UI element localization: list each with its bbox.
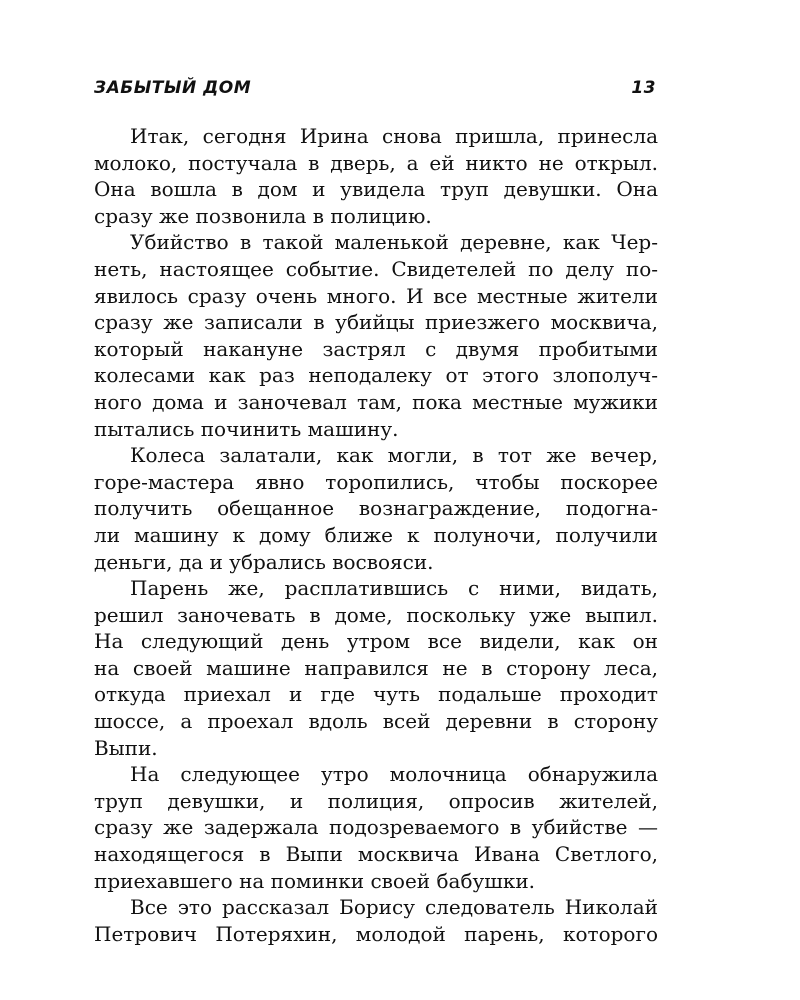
chapter-title: ЗАБЫТЫЙ ДОМ — [94, 78, 252, 98]
page-number: 13 — [631, 78, 656, 98]
text-line: труп девушки, и полиция, опросив жителей, — [94, 788, 658, 813]
text-line: Колеса залатали, как могли, в тот же вечер, — [130, 443, 658, 468]
text-line: деньги, да и убрались восвояси. — [94, 549, 434, 574]
text-line: сразу же задержала подозреваемого в убийстве — — [94, 815, 658, 840]
text-line: решил заночевать в доме, поскольку уже выпил. — [94, 602, 658, 627]
text-line: явилось сразу очень много. И все местные жители — [94, 283, 658, 308]
text-line: Все это рассказал Борису следователь Николай — [130, 895, 658, 920]
text-line: Итак, сегодня Ирина снова пришла, принесла — [130, 124, 658, 148]
text-line: который накануне застрял с двумя пробитыми — [94, 336, 658, 361]
text-line: Петрович Потеряхин, молодой парень, которого — [94, 921, 658, 946]
text-line: Убийство в такой маленькой деревне, как Чер- — [130, 230, 658, 255]
text-line: находящегося в Выпи москвича Ивана Светлого, — [94, 842, 658, 867]
text-line: откуда приехал и где чуть подальше проходит — [94, 682, 658, 707]
text-line: на своей машине направился не в сторону леса, — [94, 655, 658, 680]
text-line: ли машину к дому ближе к полуночи, получили — [94, 522, 658, 547]
text-line: сразу же записали в убийцы приезжего москвича, — [94, 310, 658, 335]
text-line: получить обещанное вознаграждение, подогна- — [94, 496, 658, 521]
body-text — [94, 123, 658, 947]
text-line: колесами как раз неподалеку от этого злополуч- — [94, 363, 658, 388]
text-line: приехавшего на поминки своей бабушки. — [94, 868, 536, 893]
text-line: Она вошла в дом и увидела труп девушки. Она — [94, 177, 658, 202]
text-line: На следующее утро молочница обнаружила — [130, 762, 658, 787]
text-line: пытались починить машину. — [94, 416, 399, 441]
text-line: На следующий день утром все видели, как он — [94, 629, 658, 654]
text-line: Выпи. — [94, 735, 158, 760]
text-line: неть, настоящее событие. Свидетелей по делу по- — [94, 256, 658, 281]
text-line: ного дома и заночевал там, пока местные мужики — [94, 389, 658, 414]
text-line: горе-мастера явно торопились, чтобы поскорее — [94, 469, 658, 494]
text-line: молоко, постучала в дверь, а ей никто не открыл. — [94, 150, 658, 175]
text-line: шоссе, а проехал вдоль всей деревни в сторону — [94, 709, 658, 734]
text-line: сразу же позвонила в полицию. — [94, 203, 432, 228]
running-header — [94, 78, 656, 104]
text-line: Парень же, расплатившись с ними, видать, — [130, 576, 658, 601]
